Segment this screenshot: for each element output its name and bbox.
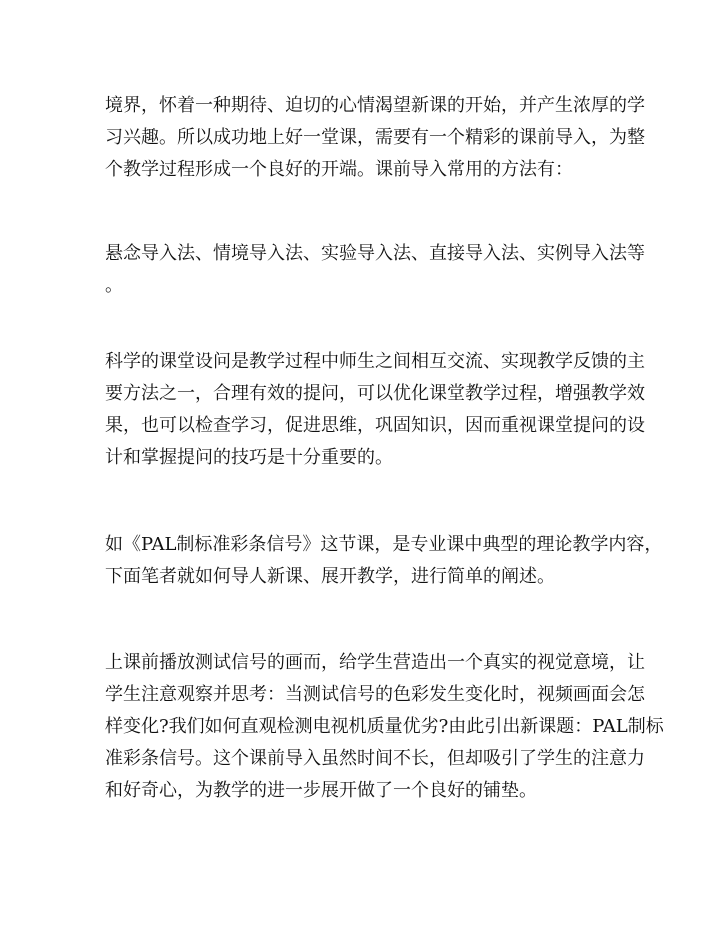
text-line: 上课前播放测试信号的画而，给学生营造出一个真实的视觉意境，让 — [105, 652, 645, 673]
text-line: 要方法之一，合理有效的提问，可以优化课堂教学过程，增强教学效 — [105, 383, 645, 404]
text-line: 。 — [105, 275, 123, 296]
text-line: 科学的课堂设问是教学过程中师生之间相互交流、实现教学反馈的主 — [105, 351, 645, 372]
text-line: 如《PAL制标准彩条信号》这节课，是专业课中典型的理论教学内容， — [105, 534, 663, 555]
text-line: 境界，怀着一种期待、迫切的心情渴望新课的开始，并产生浓厚的学 — [105, 95, 645, 116]
text-line: 个教学过程形成一个良好的开端。课前导入常用的方法有： — [105, 159, 573, 180]
text-line: 准彩条信号。这个课前导入虽然时间不长，但却吸引了学生的注意力 — [105, 748, 645, 769]
text-line: 样变化?我们如何直观检测电视机质量优劣?由此引出新课题：PAL制标 — [105, 716, 664, 737]
text-line: 和好奇心，为教学的进一步展开做了一个良好的铺垫。 — [105, 780, 537, 801]
text-line: 悬念导入法、情境导入法、实验导入法、直接导入法、实例导入法等 — [105, 243, 645, 264]
text-line: 果，也可以检查学习，促进思维，巩固知识，因而重视课堂提问的设 — [105, 415, 645, 436]
text-line: 下面笔者就如何导人新课、展开教学，进行简单的阐述。 — [105, 566, 555, 587]
text-line: 计和掌握提问的技巧是十分重要的。 — [105, 447, 393, 468]
text-line: 习兴趣。所以成功地上好一堂课，需要有一个精彩的课前导入，为整 — [105, 127, 645, 148]
text-line: 学生注意观察并思考：当测试信号的色彩发生变化时，视频画面会怎 — [105, 684, 645, 705]
